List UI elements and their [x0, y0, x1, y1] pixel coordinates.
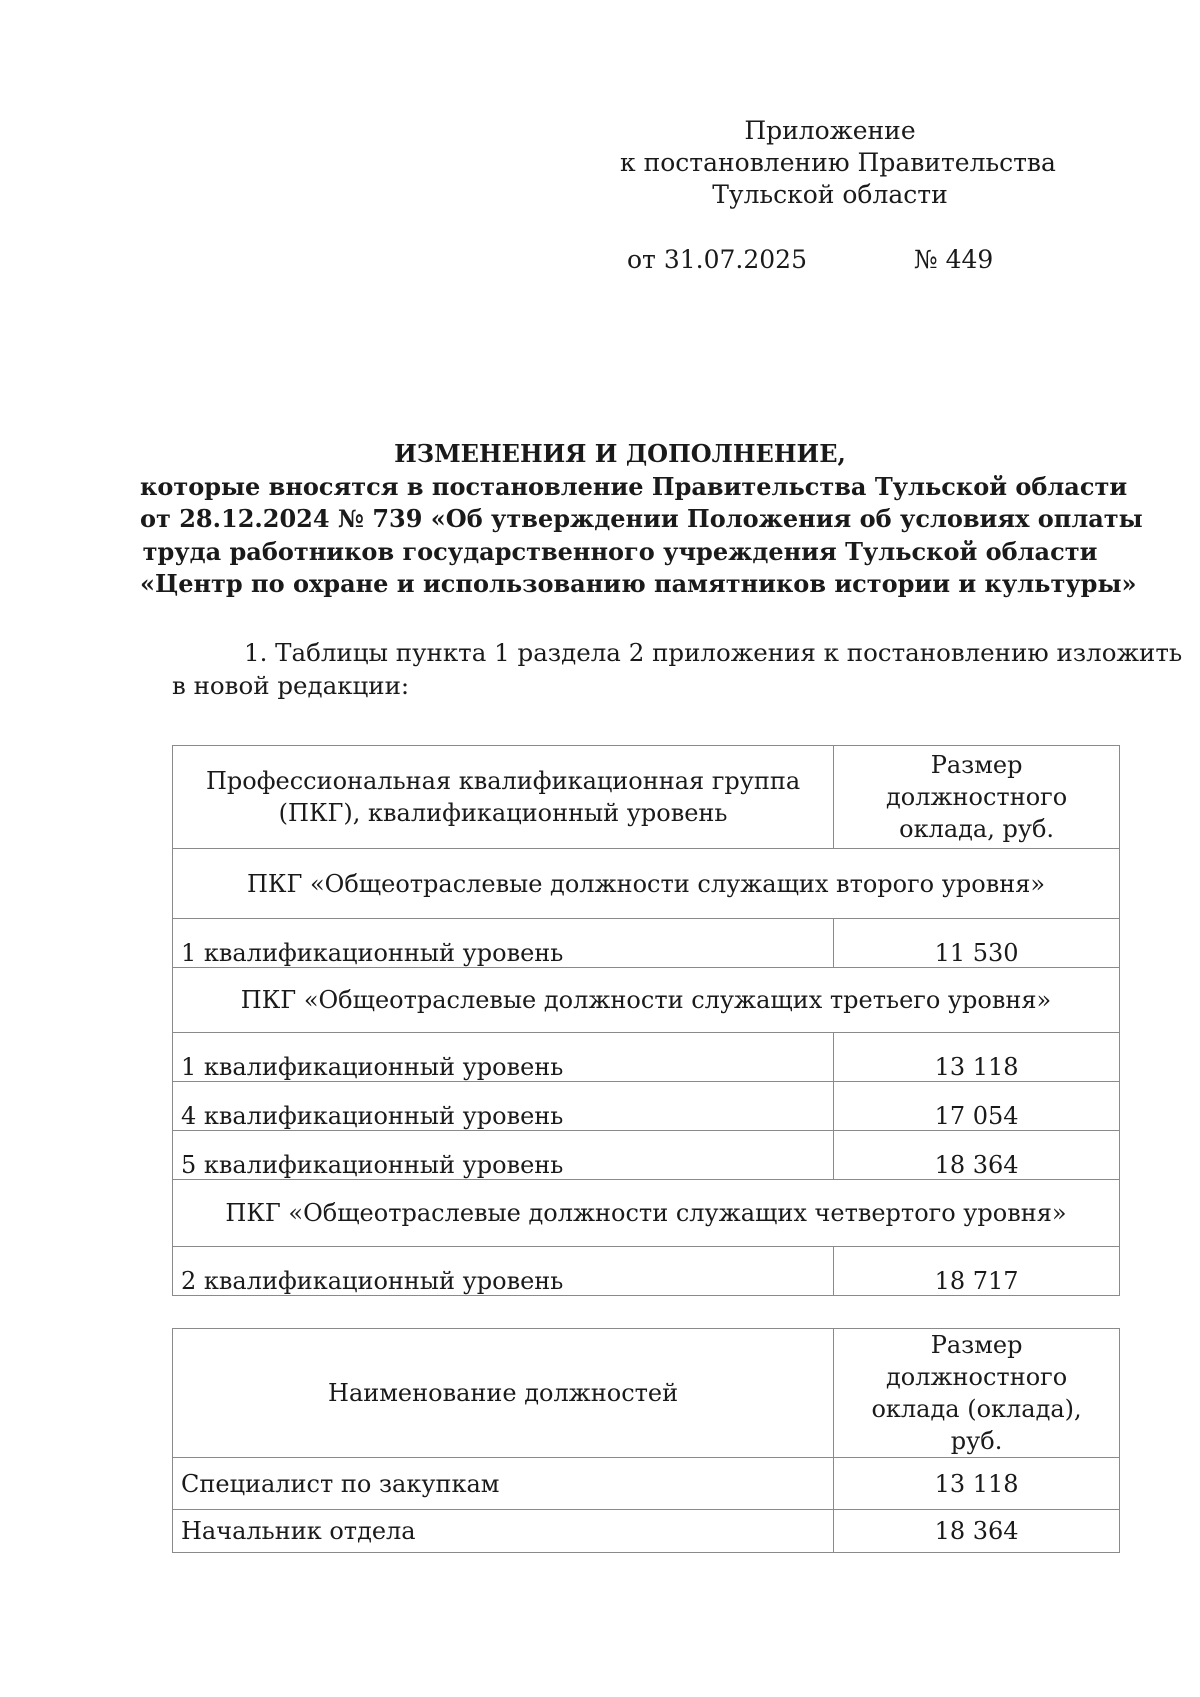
- group-name: ПКГ «Общеотраслевые должности служащих третьего уровня»: [173, 968, 1120, 1033]
- title-line-4: труда работников государственного учреждения Тульской области: [142, 536, 1098, 566]
- table-row: [173, 919, 1120, 968]
- appendix-line-2: к постановлению Правительства: [620, 148, 1056, 177]
- title-line-1: ИЗМЕНЕНИЯ И ДОПОЛНЕНИЕ,: [394, 439, 846, 468]
- salary-cell: 18 717: [834, 1247, 1120, 1296]
- level-cell: 1 квалификационный уровень: [173, 1033, 834, 1082]
- salary-cell: 18 364: [834, 1510, 1120, 1553]
- header-salary: Размер должностного оклада (оклада), руб.: [834, 1329, 1120, 1458]
- paragraph-line-1: 1. Таблицы пункта 1 раздела 2 приложения к постановлению изложить: [244, 638, 1183, 667]
- table-row: [173, 1131, 1120, 1180]
- group-row: [173, 968, 1120, 1033]
- table-header-row: [173, 1329, 1120, 1458]
- header-position: Наименование должностей: [173, 1329, 834, 1458]
- salary-table-pkg: [172, 745, 1120, 1296]
- table-row: [173, 1458, 1120, 1510]
- header-salary: Размер должностного оклада, руб.: [834, 746, 1120, 849]
- level-cell: 1 квалификационный уровень: [173, 919, 834, 968]
- paragraph-line-2: в новой редакции:: [172, 671, 410, 700]
- group-row: [173, 1180, 1120, 1247]
- salary-table-positions: [172, 1328, 1120, 1553]
- title-line-2: которые вносятся в постановление Правительства Тульской области: [140, 471, 1128, 501]
- table-header-row: [173, 746, 1120, 849]
- table-row: [173, 1510, 1120, 1553]
- appendix-line-1: Приложение: [744, 116, 916, 145]
- table-row: [173, 1082, 1120, 1131]
- salary-cell: 13 118: [834, 1458, 1120, 1510]
- group-name: ПКГ «Общеотраслевые должности служащих четвертого уровня»: [173, 1180, 1120, 1247]
- header-pkg: Профессиональная квалификационная группа (ПКГ), квалификационный уровень: [173, 746, 834, 849]
- salary-cell: 11 530: [834, 919, 1120, 968]
- document-title: [140, 438, 1143, 601]
- document-date: от 31.07.2025: [627, 245, 807, 274]
- position-cell: Специалист по закупкам: [173, 1458, 834, 1510]
- salary-cell: 17 054: [834, 1082, 1120, 1131]
- group-name: ПКГ «Общеотраслевые должности служащих второго уровня»: [173, 849, 1120, 919]
- appendix-block: [620, 115, 1056, 211]
- title-line-5: «Центр по охране и использованию памятников истории и культуры»: [140, 569, 1137, 598]
- salary-cell: 18 364: [834, 1131, 1120, 1180]
- salary-cell: 13 118: [834, 1033, 1120, 1082]
- group-row: [173, 849, 1120, 919]
- table-row: [173, 1033, 1120, 1082]
- level-cell: 2 квалификационный уровень: [173, 1247, 834, 1296]
- document-number: № 449: [914, 245, 994, 274]
- appendix-line-3: Тульской области: [712, 180, 948, 209]
- intro-paragraph: [172, 636, 1183, 702]
- level-cell: 4 квалификационный уровень: [173, 1082, 834, 1131]
- title-line-3: от 28.12.2024 № 739 «Об утверждении Положения об условиях оплаты: [140, 504, 1143, 533]
- level-cell: 5 квалификационный уровень: [173, 1131, 834, 1180]
- position-cell: Начальник отдела: [173, 1510, 834, 1553]
- table-row: [173, 1247, 1120, 1296]
